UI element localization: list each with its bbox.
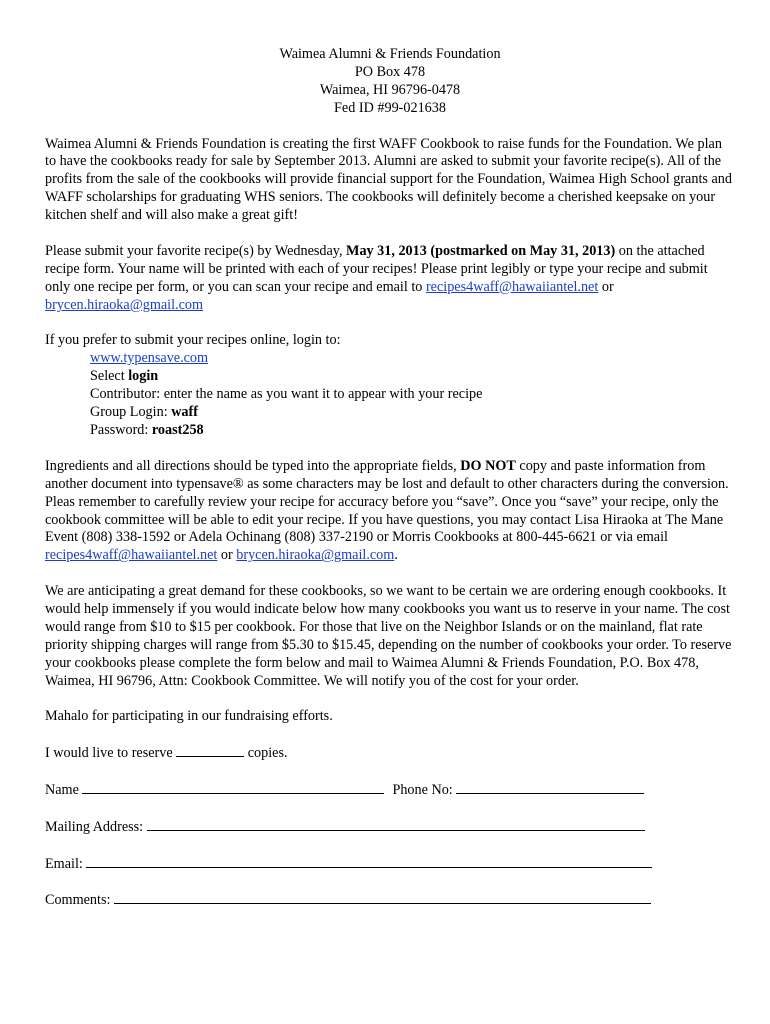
document-page	[45, 46, 735, 928]
email-field[interactable]	[86, 855, 652, 868]
submit-paragraph	[45, 243, 735, 315]
org-name: Waimea Alumni & Friends Foundation	[279, 46, 501, 62]
phone-field[interactable]	[456, 781, 644, 794]
email-label: Email:	[45, 855, 87, 872]
contributor-line: Contributor: enter the name as you want it to appear with your recipe	[90, 386, 483, 403]
address-label: Mailing Address:	[45, 818, 147, 835]
comments-field[interactable]	[114, 891, 651, 904]
copies-field[interactable]	[176, 744, 244, 757]
phone-label: Phone No:	[392, 782, 457, 799]
name-phone-row	[45, 781, 735, 800]
city-line: Waimea, HI 96796-0478	[319, 81, 461, 98]
group-login-line: Group Login: waff	[90, 404, 198, 421]
email-link-recipes4waff-2[interactable]: recipes4waff@hawaiiantel.net	[45, 547, 218, 564]
comments-label: Comments:	[45, 892, 114, 909]
fed-id: Fed ID #99-021638	[334, 99, 446, 116]
address-row	[45, 818, 735, 837]
select-login-line: Select login	[90, 368, 159, 385]
ingredients-paragraph: Ingredients and all directions should be typed into the appropriate fields, DO NOT copy and paste information from another document into typensave® as some characters may be lost and default to other characters during the conversion. Pleas remember to carefully review your recipe for accuracy before you “save”. Once you “save” your recipe, only the cookbook committee will be able to edit your recipe. If you have questions, you may contact Lisa Hiraoka at The Mane Event (808) 338-1592 or Adela Ochinang (808) 337-2190 or Morris Cookbooks at 800-445-6621 or via email recipes4waff@hawaiiantel.net or brycen.hiraoka@gmail.com.	[45, 457, 729, 564]
password-line: Password: roast258	[90, 421, 204, 438]
or-text: or	[598, 278, 614, 295]
mahalo-line: Mahalo for participating in our fundraising efforts.	[45, 708, 333, 725]
letterhead	[45, 46, 735, 118]
name-field[interactable]	[82, 781, 384, 794]
name-label: Name	[45, 782, 83, 799]
online-lead: If you prefer to submit your recipes online, login to:	[45, 332, 341, 349]
po-box: PO Box 478	[354, 63, 426, 80]
email-link-brycen[interactable]: brycen.hiraoka@gmail.com	[45, 296, 204, 313]
deadline-text: May 31, 2013 (postmarked on May 31, 2013)	[346, 242, 616, 259]
comments-row	[45, 891, 735, 910]
do-not-text: DO NOT	[460, 457, 516, 474]
intro-paragraph: Waimea Alumni & Friends Foundation is creating the first WAFF Cookbook to raise funds for the Foundation. We plan to have the cookbooks ready for sale by September 2013. Alumni are asked to submit your favorite recipe(s). All of the profits from the sale of the cookbooks will provide financial support for the Foundation, Waimea High School grants and WAFF scholarships for graduating WHS seniors. The cookbooks will definitely become a cherished keepsake on your kitchen shelf and will also make a great gift!	[45, 135, 732, 224]
typensave-link[interactable]: www.typensave.com	[90, 350, 209, 367]
address-field[interactable]	[147, 818, 645, 831]
online-instructions	[45, 350, 735, 440]
email-link-brycen-2[interactable]: brycen.hiraoka@gmail.com	[236, 547, 395, 564]
submit-rest: on the attached recipe form. Your name will be printed with each of your recipes! Please print legibly or type your recipe and submit only one recipe per form, or you can scan your recipe and email to	[45, 242, 708, 295]
submit-lead: Please submit your favorite recipe(s) by Wednesday,	[45, 242, 347, 259]
reserve-row: I would live to reserve copies.	[45, 745, 288, 762]
email-row	[45, 855, 735, 874]
email-link-recipes4waff[interactable]: recipes4waff@hawaiiantel.net	[425, 278, 599, 295]
demand-paragraph: We are anticipating a great demand for these cookbooks, so we want to be certain we are ordering enough cookbooks. It would help immensely if you would indicate below how many cookbooks you want us to reserve in your name. The cost would range from $10 to $15 per cookbook. For those that live on the Neighbor Islands or on the mainland, flat rate priority shipping charges will range from $5.30 to $15.45, depending on the number of cookbooks your order. To reserve your cookbooks please complete the form below and mail to Waimea Alumni & Friends Foundation, P.O. Box 478, Waimea, HI 96796, Attn: Cookbook Committee. We will notify you of the cost for your order.	[45, 583, 732, 689]
